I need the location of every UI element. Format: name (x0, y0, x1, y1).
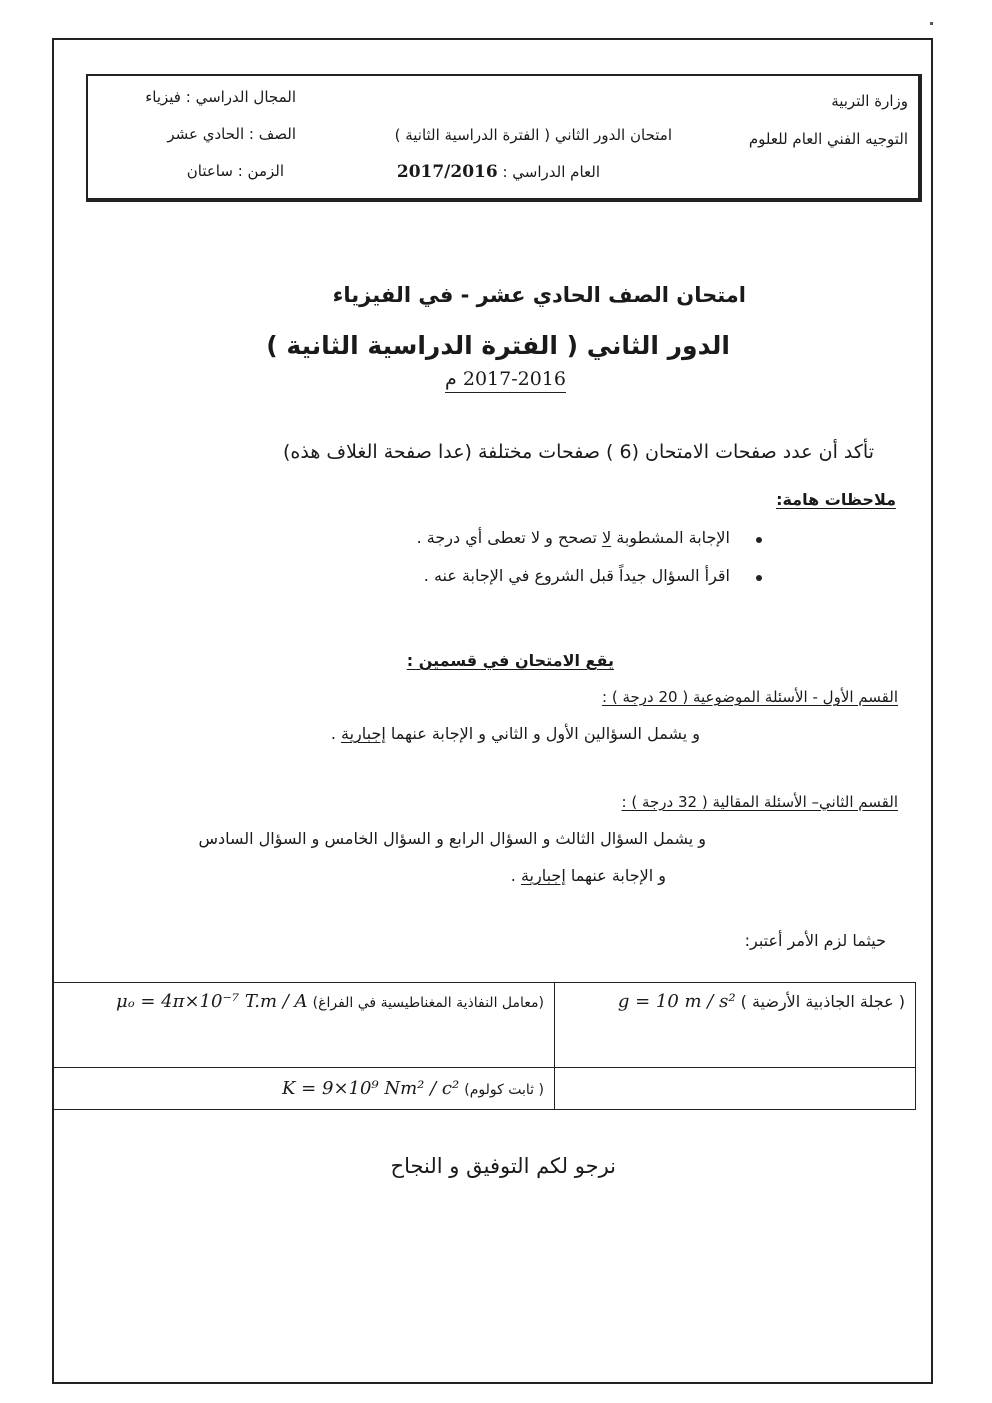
scan-speck (930, 22, 933, 25)
sections-heading: يقع الامتحان في قسمين : (406, 651, 614, 670)
part2-desc-emphasis: إجبارية (520, 866, 566, 885)
part2-desc-end: . (510, 866, 521, 885)
permeability-entry (54, 983, 554, 1012)
part1-title: القسم الأول - الأسئلة الموضوعية ( 20 درجة ) : (602, 688, 898, 706)
exam-year: 2017-2016 م (445, 368, 566, 393)
bullet-icon (756, 537, 762, 543)
coulomb-entry (54, 1068, 554, 1099)
closing-message: نرجو لكم التوفيق و النجاح (390, 1154, 616, 1178)
exam-name: امتحان الدور الثاني ( الفترة الدراسية الثانية ) (394, 126, 672, 144)
gravity-formula: g = 10 m / s² (617, 991, 736, 1012)
subject-field: المجال الدراسي : فيزياء (145, 88, 296, 106)
permeability-label: (معامل النفاذية المغناطيسية في الفراغ) (312, 995, 544, 1011)
notes-heading: ملاحظات هامة: (776, 490, 896, 509)
note-item-2 (424, 566, 730, 585)
part2-title: القسم الثاني– الأسئلة المقالية ( 32 درجة ) : (621, 793, 898, 811)
directorate-name: التوجيه الفني العام للعلوم (748, 130, 908, 148)
gravity-label: ( عجلة الجاذبية الأرضية ) (740, 992, 905, 1011)
permeability-cell (54, 983, 555, 1068)
gravity-entry (555, 983, 915, 1012)
note-item-1-emphasis: لا (602, 528, 612, 547)
bullet-icon (756, 575, 762, 581)
part1-desc-emphasis: إجبارية (340, 724, 386, 743)
coulomb-label: ( ثابت كولوم) (464, 1082, 544, 1098)
gravity-cell (555, 983, 916, 1068)
note-item-1-text-end: تصحح و لا تعطى أي درجة . (416, 528, 603, 547)
note-item-1-text: الإجابة المشطوبة (611, 528, 730, 547)
permeability-formula: μₒ = 4π×10⁻⁷ T.m / A (116, 991, 308, 1012)
note-item-1 (417, 528, 730, 547)
part1-desc-text: و يشمل السؤالين الأول و الثاني و الإجابة عنهما (385, 724, 700, 743)
grade-field: الصف : الحادي عشر (167, 125, 296, 143)
page-border (52, 38, 933, 1384)
constants-table (53, 982, 916, 1110)
note-item-2-text: اقرأ السؤال جيداً قبل الشروع في الإجابة عنه . (423, 566, 730, 585)
part2-description-line2 (511, 866, 666, 885)
part2-description-line1: و يشمل السؤال الثالث و السؤال الرابع و السؤال الخامس و السؤال السادس (198, 829, 706, 848)
part2-desc-text: و الإجابة عنهما (565, 866, 666, 885)
duration-field: الزمن : ساعتان (186, 162, 284, 180)
ministry-name: وزارة التربية (831, 92, 908, 110)
exam-title: امتحان الصف الحادي عشر - في الفيزياء (332, 283, 746, 307)
constants-intro: حيثما لزم الأمر أعتبر: (744, 931, 886, 950)
academic-year-value: 2017/2016 (396, 162, 498, 182)
pages-note: تأكد أن عدد صفحات الامتحان (6 ) صفحات مختلفة (عدا صفحة الغلاف هذه) (283, 441, 874, 463)
academic-year (397, 162, 600, 182)
exam-session: الدور الثاني ( الفترة الدراسية الثانية ) (266, 331, 730, 360)
part1-description (331, 724, 700, 743)
part1-desc-end: . (330, 724, 341, 743)
academic-year-label: العام الدراسي : (502, 163, 600, 181)
coulomb-formula: K = 9×10⁹ Nm² / c² (282, 1078, 460, 1099)
coulomb-cell (54, 1068, 555, 1110)
empty-cell (555, 1068, 916, 1110)
